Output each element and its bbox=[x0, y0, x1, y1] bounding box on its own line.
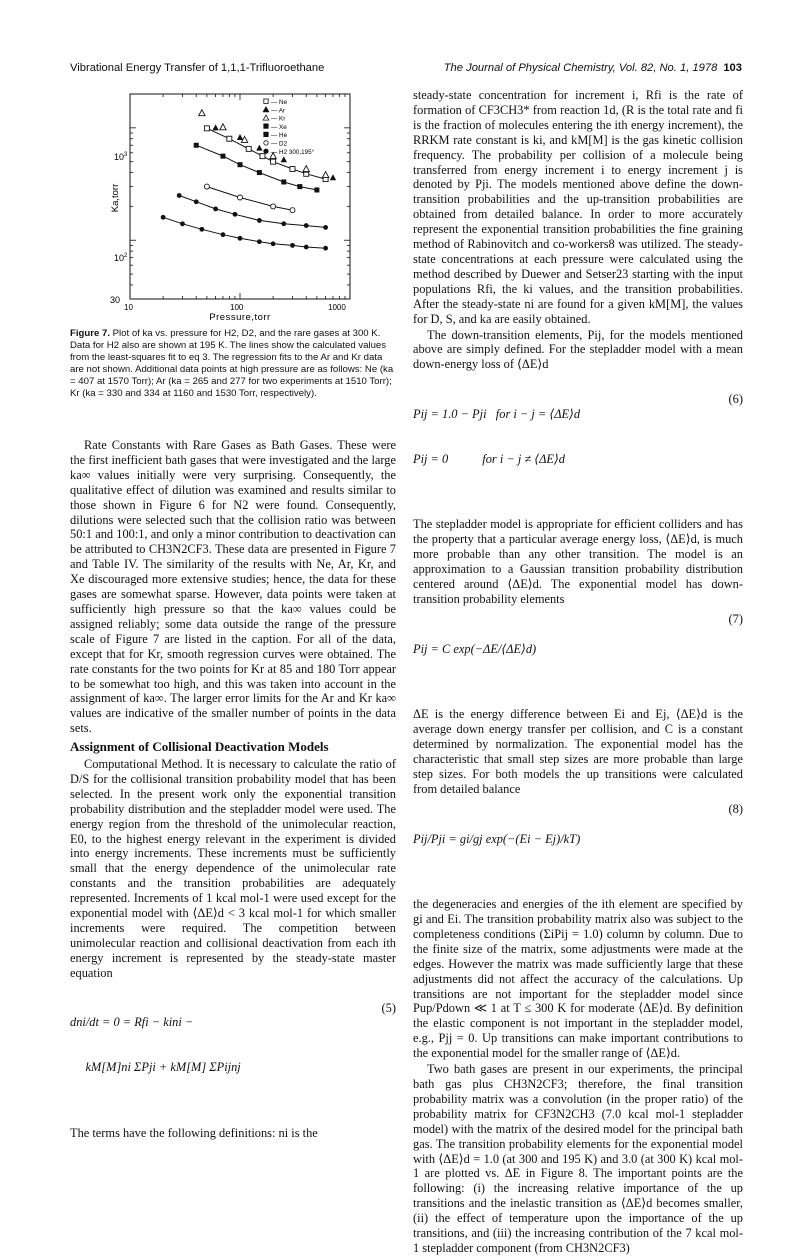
equation-5-line2: kM[M]ni ΣPji + kM[M] ΣPijnj bbox=[70, 1060, 241, 1075]
running-title: Vibrational Energy Transfer of 1,1,1-Trifluoroethane bbox=[70, 62, 325, 74]
legend-label: — Ne bbox=[271, 99, 288, 106]
data-point-h2 bbox=[221, 232, 226, 237]
data-point-h2 bbox=[199, 227, 204, 232]
paragraph: Computational Method. It is necessary to calculate the ratio of D/S for the collisional transition probability model that has been selected. In the present work only the exponential transition probability distribution and the stepladder model were used. The energy region from the threshold of the unimolecular reaction, E0, to the highest energy relevant in the experiment is divided into energy increments. These increments must be sufficiently small that the energy dependence of the unimolecular rate constants and the transition probabilities are adequately represented. Increments of 1 kcal mol-1 were used except for the exponential model with ⟨ΔE⟩d < 3 kcal mol-1 for which smaller increments were required. The competition between unimolecular reaction and collisional deactivation from each ith energy increment is represented by the steady-state master equation bbox=[70, 757, 396, 980]
equation-5 bbox=[70, 986, 396, 1120]
equation-7-body: Pij = C exp(−ΔE/⟨ΔE⟩d) bbox=[413, 641, 537, 656]
data-point-he bbox=[304, 223, 309, 228]
equation-number: (8) bbox=[728, 801, 743, 816]
equation-6-line2: Pij = 0 for i − j ≠ ⟨ΔE⟩d bbox=[413, 451, 565, 466]
data-point-d2 bbox=[271, 204, 276, 209]
figure-caption bbox=[70, 328, 396, 399]
data-point-h2 bbox=[323, 246, 328, 251]
data-point-he bbox=[213, 206, 218, 211]
data-point-ne bbox=[227, 136, 232, 141]
caption-label: Figure 7. bbox=[70, 328, 110, 339]
section-heading: Assignment of Collisional Deactivation Models bbox=[70, 739, 329, 755]
data-point-he bbox=[323, 225, 328, 230]
y-tick-30: 30 bbox=[110, 295, 121, 305]
data-point-he bbox=[281, 221, 286, 226]
data-point-he bbox=[233, 212, 238, 217]
equation-number: (5) bbox=[381, 1000, 396, 1015]
legend-label: — Ar bbox=[271, 107, 285, 115]
paragraph: Rate Constants with Rare Gases as Bath Gases. These were the first inefficient bath gases that were investigated and the large ka∞ values initially were very surprising. Consequently, the qualitative effect of dilution was examined and results similar to those shown in Figure 6 for N2 were found. Consequently, dilutions were selected such that the collision ratio was between 50:1 and 100:1, and only a minor contribution to deactivation can be attributed to CH3N2CF3. These data are presented in Figure 7 and Table IV. The similarity of the results with Ne, Ar, Kr, and Xe discouraged more extensive studies; hence, the data for these gases are somewhat sparse. However, data points were taken at sufficiently high pressure so that the ka∞ values could be assigned reliably; some data outside the range of the pressure scale of Figure 7 are listed in the caption. For all of the data, except that for Kr, smooth regression curves were obtained. The rate constants for the two points for Kr at 85 and 180 Torr appear to be somewhat too high, and this was taken into account in the assignment of ka∞. The larger error limits for the Ar and Kr ka∞ values are indicative of the smaller number of points in the data sets. bbox=[70, 438, 396, 736]
fit-curve-h2 bbox=[163, 217, 326, 248]
data-point-ar bbox=[330, 174, 336, 180]
caption-text: Plot of ka vs. pressure for H2, D2, and the rare gases at 300 K. Data for H2 also are shown at 195 K. The lines show the calculated values from the least-squares fit to eq 3. The regression fits to the Ar and Kr data are not shown. Additional data points at high pressure are as follows: Ne (ka = 407 at 1570 Torr); Ar (ka = 265 and 277 for two experiments at 1510 Torr); Kr (ka = 330 and 334 at 1160 and 1530 Torr, respectively). bbox=[70, 328, 394, 399]
equation-5-line1: dni/dt = 0 = Rfi − kini − bbox=[70, 1015, 194, 1030]
data-point-ar bbox=[237, 134, 243, 140]
y-tick-100: $10^2$ bbox=[114, 253, 128, 263]
legend-marker bbox=[264, 132, 268, 136]
data-point-xe bbox=[220, 154, 225, 159]
paragraph: steady-state concentration for increment i, Rfi is the rate of formation of CF3CH3* from reaction 1d, (R is the total rate and fi is the fraction of molecules entering the ith energy increment), the RRKM rate constant is ki, and kM[M] is the gas kinetic collision frequency. The probability per collision of a molecule being transferred from energy increment i to energy increment j is denoted by Pji. The models mentioned above define the down-transition probabilities and the up-transition probabilities are obtained from detailed balance. In order to more accurately represent the exponential transition probabilities the fine graining method of Rabinovitch and co-workers8 was utilized. The steady-state concentrations at each pressure were calculated using the method described by Duewer and Setser23 starting with the input populations Rfi, the ki values, and the transition probabilities. After the steady-state ni are found for a given kM[M], the values for D, S, and ka are easily obtained. bbox=[413, 88, 743, 326]
data-point-h2 bbox=[161, 215, 166, 220]
data-point-xe bbox=[194, 143, 199, 148]
data-point-kr bbox=[199, 110, 205, 116]
data-point-h2 bbox=[238, 236, 243, 241]
data-point-he bbox=[177, 193, 182, 198]
journal-citation bbox=[444, 62, 742, 74]
legend-label: — Xe bbox=[271, 123, 287, 131]
data-point-kr bbox=[303, 166, 309, 172]
data-point-xe bbox=[297, 184, 302, 189]
journal-name: The Journal of Physical Chemistry, Vol. 82, No. 1, 1978 bbox=[443, 62, 718, 74]
data-point-ar bbox=[281, 156, 287, 162]
paragraph: The terms have the following definitions: ni is the bbox=[70, 1125, 318, 1140]
y-axis-label: Ka,torr bbox=[110, 183, 121, 213]
data-point-ar bbox=[212, 124, 218, 130]
x-tick-100: 100 bbox=[230, 303, 244, 312]
data-point-d2 bbox=[238, 195, 243, 200]
data-point-he bbox=[194, 199, 199, 204]
data-points bbox=[161, 110, 336, 251]
fit-curve-d2 bbox=[207, 187, 293, 211]
paragraph: The down-transition elements, Pij, for the models mentioned above are simply defined. For the stepladder model with a mean down-energy loss of ⟨ΔE⟩d bbox=[413, 327, 743, 372]
equation-number: (6) bbox=[728, 392, 743, 407]
legend bbox=[263, 99, 314, 156]
data-point-xe bbox=[238, 162, 243, 167]
data-point-xe bbox=[314, 187, 319, 192]
equation-7 bbox=[413, 612, 743, 701]
fit-curve-he bbox=[179, 196, 325, 228]
data-point-ne bbox=[204, 126, 209, 131]
x-tick-10: 10 bbox=[124, 303, 133, 312]
equation-8-body: Pij/Pji = gi/gj exp(−(Ei − Ej)/kT) bbox=[413, 831, 581, 846]
data-point-ne bbox=[260, 154, 265, 159]
data-point-ar bbox=[256, 145, 262, 151]
equation-8 bbox=[413, 802, 743, 891]
data-point-xe bbox=[257, 170, 262, 175]
data-point-ne bbox=[271, 159, 276, 164]
equation-number: (7) bbox=[728, 611, 743, 626]
data-point-he bbox=[257, 218, 262, 223]
x-tick-1000: 1000 bbox=[328, 303, 346, 312]
legend-marker bbox=[264, 141, 268, 145]
data-point-d2 bbox=[290, 208, 295, 213]
data-point-d2 bbox=[204, 184, 209, 189]
page-number: 103 bbox=[723, 62, 742, 74]
legend-marker bbox=[264, 149, 268, 153]
data-point-h2 bbox=[271, 241, 276, 246]
y-tick-1000: $10^3$ bbox=[114, 152, 128, 162]
data-point-ne bbox=[290, 167, 295, 172]
data-point-h2 bbox=[290, 243, 295, 248]
data-point-ne bbox=[246, 146, 251, 151]
data-point-kr bbox=[220, 124, 226, 130]
equation-6-line1: Pij = 1.0 − Pji for i − j = ⟨ΔE⟩d bbox=[413, 407, 581, 422]
legend-label: — He bbox=[271, 132, 288, 140]
paragraph: ΔE is the energy difference between Ei and Ej, ⟨ΔE⟩d is the average down energy transfer per collision, and C is a constant determined by normalization. The exponential model has the characteristic that small step sizes are more probable than large step sizes. For both models the up transitions were calculated from detailed balance bbox=[413, 707, 743, 796]
figure-7-plot bbox=[90, 86, 360, 326]
legend-marker bbox=[264, 99, 268, 103]
paragraph: The stepladder model is appropriate for efficient colliders and has the property that a particular average energy loss, ⟨ΔE⟩d, is much more probable than any other transition. The model is an approximation to a Gaussian transition probability distribution centered around ⟨ΔE⟩d. The exponential model has down-transition probability elements bbox=[413, 517, 743, 606]
data-point-h2 bbox=[180, 221, 185, 226]
data-point-xe bbox=[281, 179, 286, 184]
left-column bbox=[70, 438, 396, 1142]
legend-marker bbox=[264, 124, 268, 128]
paragraph: Two bath gases are present in our experiments, the principal bath gas plus CH3N2CF3; therefore, the final transition probability matrix was a convolution (in the proper ratio) of the probability matrix for CF3N2CH3 (7.0 kcal mol-1 stepladder model) with the matrix of the desired model for the principal bath gas. The transition probability elements for the exponential model with ⟨ΔE⟩d = 1.0 (at 300 and 195 K) and 3.0 (at 300 K) kcal mol-1 are plotted vs. ΔE in Figure 8. The important points are the following: (i) the increasing relative importance of the up transitions and the inelastic transition as ⟨ΔE⟩d becomes smaller, (ii) the effect of temperature upon the importance of the up transitions, and (iii) the increasing contribution of the 7 kcal mol-1 stepladder component (from CH3N2CF3) bbox=[413, 1062, 743, 1255]
data-point-h2 bbox=[304, 245, 309, 250]
data-point-h2 bbox=[257, 239, 262, 244]
legend-label: — H2 300,195° bbox=[271, 148, 315, 156]
equation-6 bbox=[413, 377, 743, 511]
right-column bbox=[413, 88, 743, 1257]
paragraph: the degeneracies and energies of the ith element are specified by gi and Ei. The transition probability matrix also was subject to the completeness conditions (ΣiPij = 1.0) column by column. Due to the finite size of the matrix, some adjustments were made at the edges. However the matrix was made sufficiently large that these adjustments did not affect the accuracy of the calculations. Up transitions are not important for the stepladder model since Pup/Pdown ≪ 1 at T ≤ 300 K for moderate ⟨ΔE⟩d. By definition the elastic component is not important in the stepladder model, e.g., Pjj = 0. Up transitions can make important contributions to the exponential model for the smaller range of ⟨ΔE⟩d. bbox=[413, 897, 743, 1061]
data-point-kr bbox=[322, 172, 328, 178]
legend-label: — D2 bbox=[271, 140, 288, 148]
legend-marker bbox=[263, 115, 269, 120]
x-axis-label: Pressure,torr bbox=[209, 312, 271, 323]
legend-label: — Kr bbox=[271, 115, 286, 123]
running-header bbox=[70, 62, 742, 78]
legend-marker bbox=[263, 107, 269, 112]
